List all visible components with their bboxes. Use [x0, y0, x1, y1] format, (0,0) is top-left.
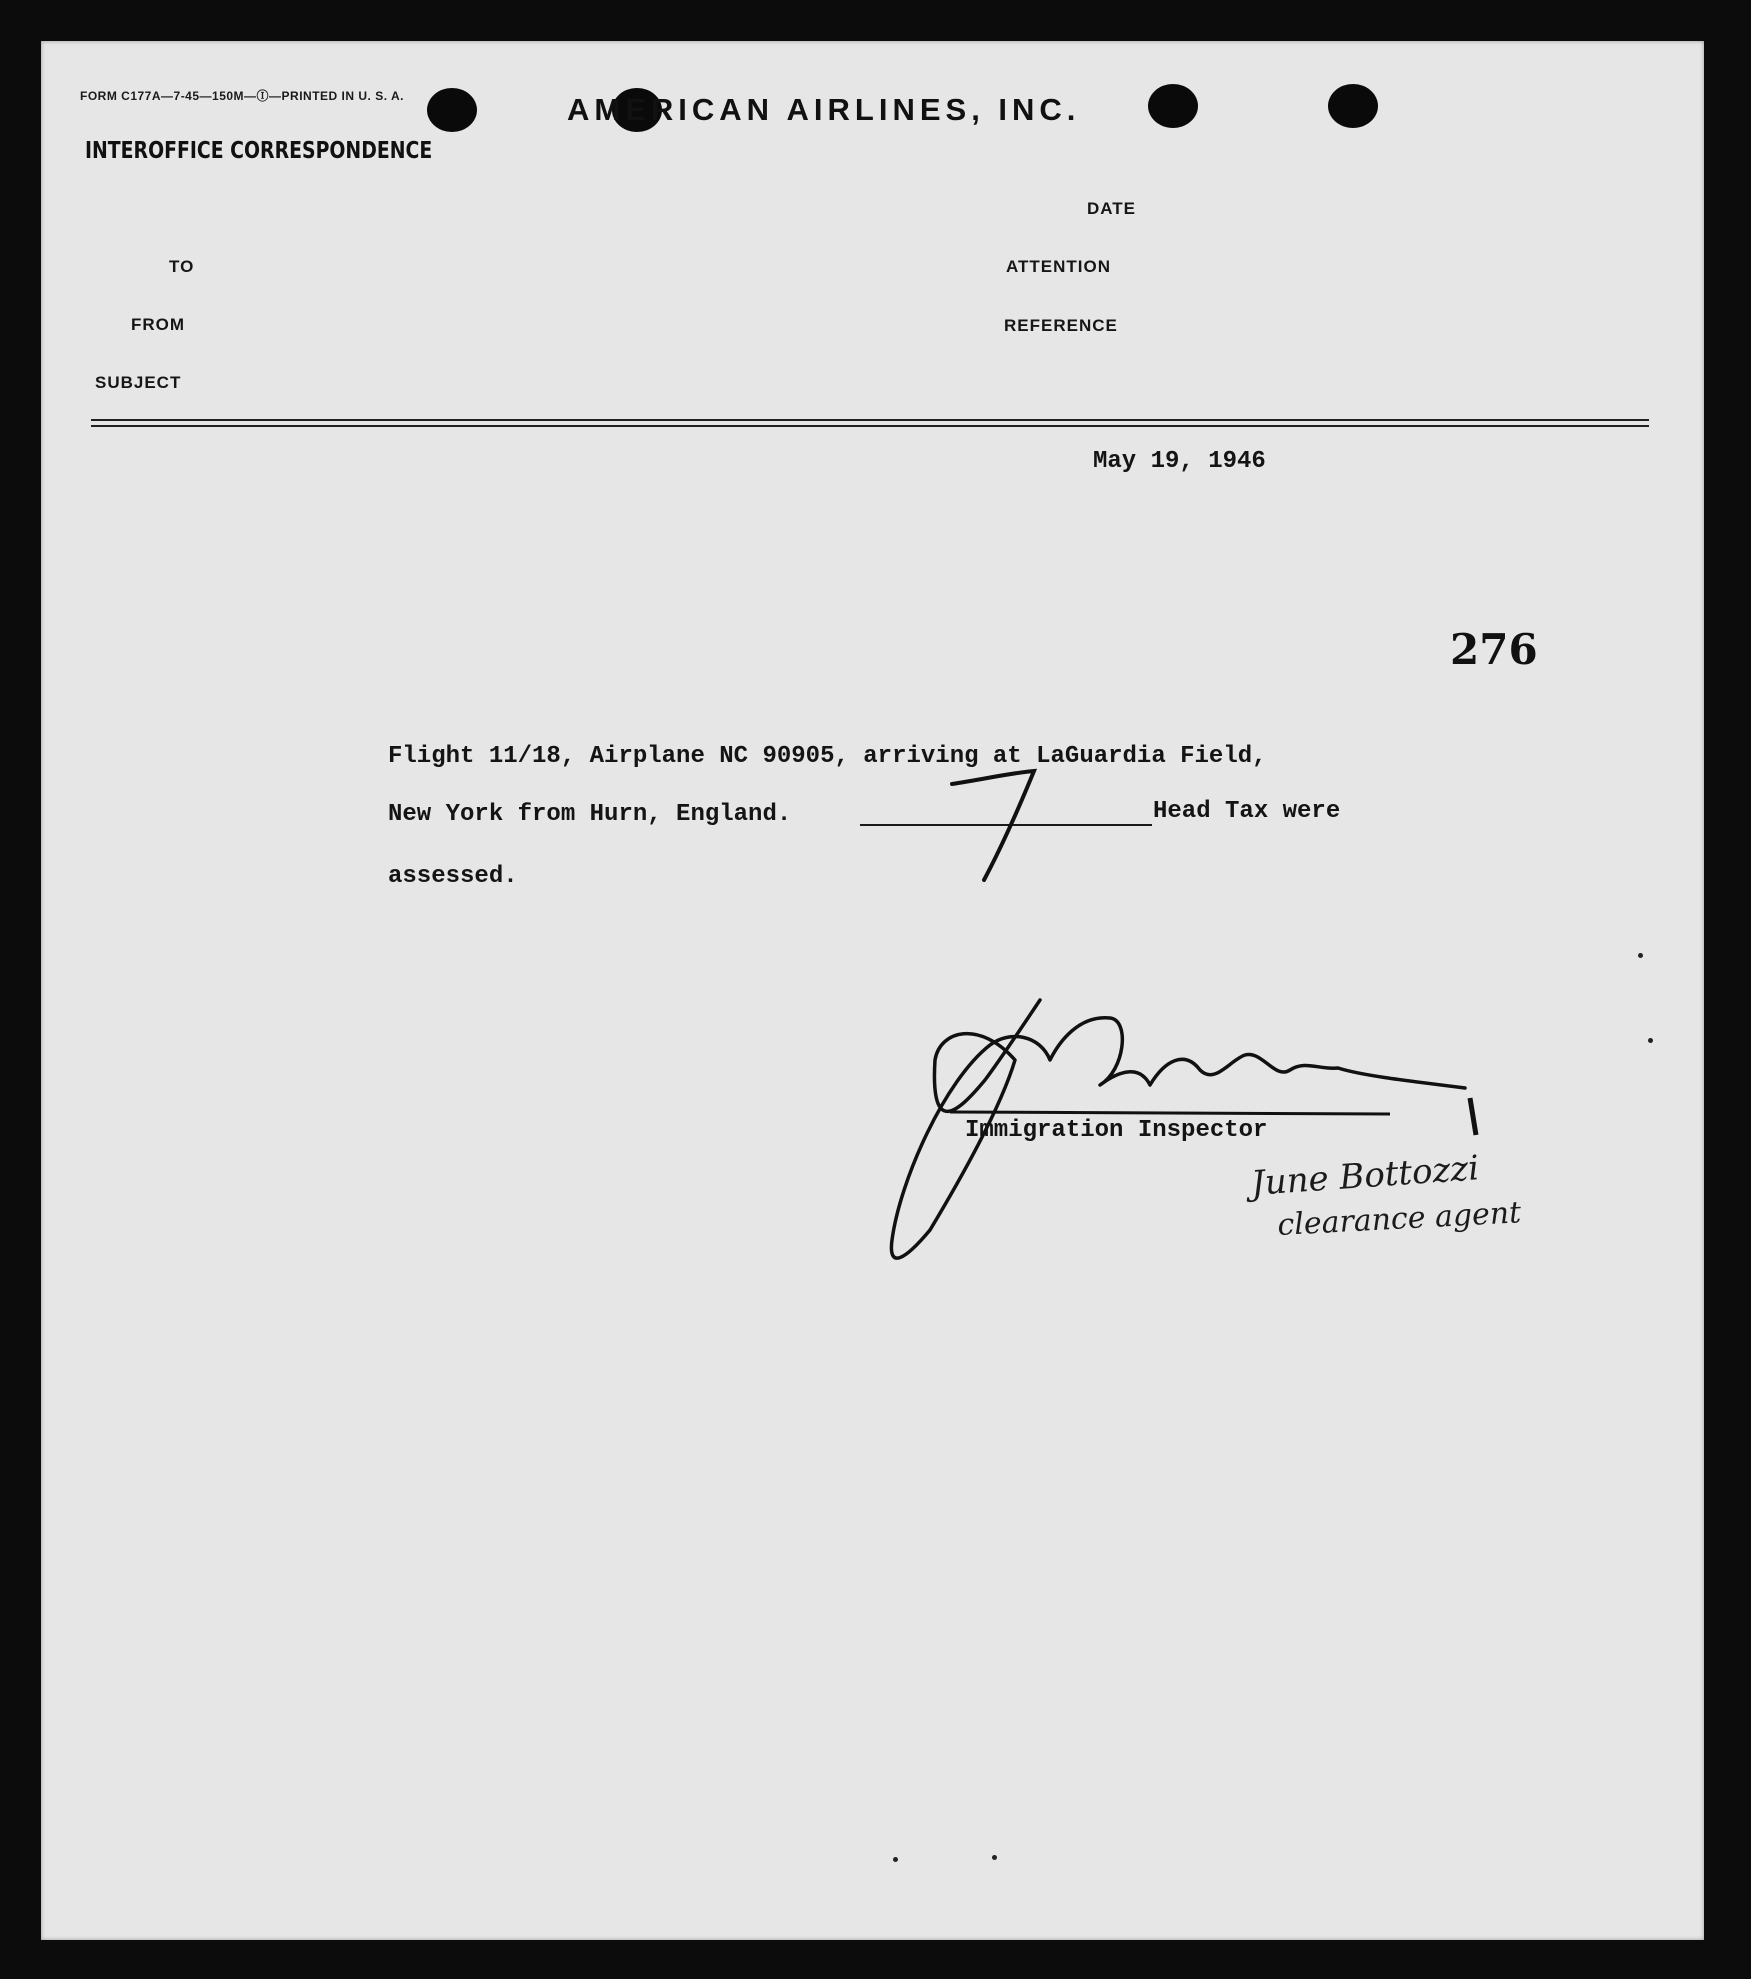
form-code: FORM C177A—7-45—150M—Ⓘ—PRINTED IN U. S. A. [80, 89, 404, 103]
attention-label: ATTENTION [1006, 257, 1112, 276]
reference-label: REFERENCE [1004, 316, 1118, 335]
punch-hole [427, 88, 477, 132]
subject-label: SUBJECT [95, 373, 182, 392]
signature-title: Immigration Inspector [965, 1117, 1268, 1144]
company-name: AMERICAN AIRLINES, INC. [567, 92, 1081, 127]
header-divider [91, 425, 1649, 427]
page-number: 276 [1450, 625, 1538, 674]
to-label: TO [169, 257, 195, 276]
punch-hole [1148, 84, 1198, 128]
agent-signature-title: clearance agent [1276, 1195, 1522, 1243]
body-line-2-start: New York from Hurn, England. [388, 801, 792, 828]
memo-date: May 19, 1946 [1093, 448, 1266, 475]
paper-speck [1638, 953, 1643, 958]
document-type: INTEROFFICE CORRESPONDENCE [85, 138, 433, 164]
from-label: FROM [131, 315, 186, 334]
punch-hole [1328, 84, 1378, 128]
body-line-1: Flight 11/18, Airplane NC 90905, arriving at LaGuardia Field, [388, 743, 1267, 770]
head-tax-blank [860, 824, 1152, 826]
date-label: DATE [1087, 199, 1137, 218]
paper-speck [992, 1855, 997, 1860]
document-page [41, 41, 1704, 1940]
agent-signature-name: June Bottozzi [1249, 1148, 1481, 1204]
paper-speck [1648, 1038, 1653, 1043]
body-line-2-end: Head Tax were [1153, 798, 1341, 825]
body-line-3: assessed. [388, 863, 518, 890]
paper-speck [893, 1857, 898, 1862]
header-divider [91, 419, 1649, 421]
